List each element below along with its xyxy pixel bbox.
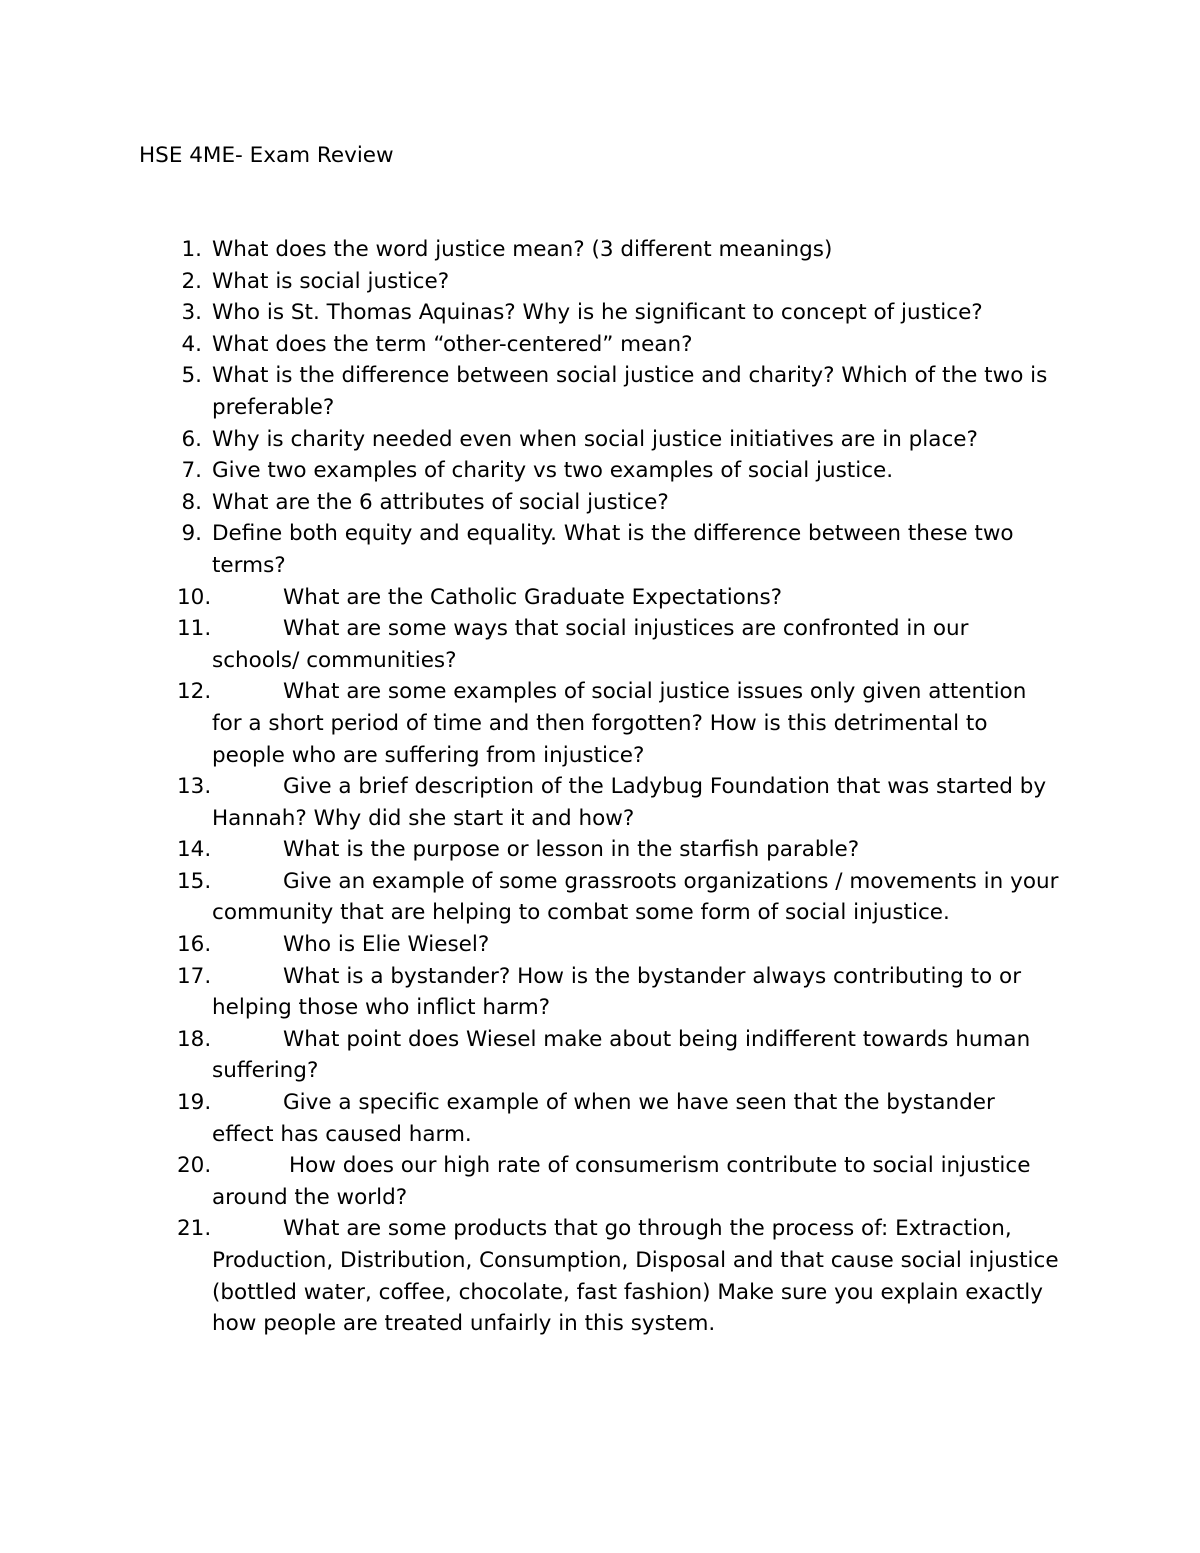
question-text: What does the word justice mean? (3 different meanings)	[212, 237, 833, 262]
question-item	[0, 613, 1200, 676]
question-text: What is a bystander? How is the bystander always contributing to or helping those who inflict harm?	[212, 963, 1022, 1021]
document-title: HSE 4ME- Exam Review	[139, 143, 394, 168]
question-number: 14.	[177, 837, 212, 863]
question-item	[0, 1213, 1200, 1339]
question-item	[0, 1087, 1200, 1150]
question-item	[0, 1150, 1200, 1213]
question-item	[0, 487, 1200, 519]
question-text: Who is Elie Wiesel?	[283, 932, 490, 958]
question-text: What are some examples of social justice issues only given attention for a short period of time and then forgotten? How is this detrimental to people who are suffering from injustice?	[212, 679, 1027, 768]
question-item	[0, 329, 1200, 361]
question-text: Who is St. Thomas Aquinas? Why is he significant to concept of justice?	[212, 300, 983, 326]
question-number: 15.	[177, 868, 212, 894]
question-number: 13.	[177, 774, 212, 800]
question-item	[0, 266, 1200, 298]
question-number: 6.	[181, 426, 202, 452]
question-number: 12.	[177, 679, 212, 705]
question-number: 9.	[181, 521, 202, 547]
question-number: 17.	[177, 963, 212, 989]
question-number: 7.	[181, 458, 202, 484]
question-item	[0, 297, 1200, 329]
question-item	[0, 455, 1200, 487]
question-item	[0, 961, 1200, 1024]
question-number: 2.	[181, 268, 202, 294]
question-text: What are the Catholic Graduate Expectations?	[283, 584, 783, 610]
question-item	[0, 834, 1200, 866]
question-text: Why is charity needed even when social justice initiatives are in place?	[212, 426, 978, 452]
question-text: What are some ways that social injustices are confronted in our schools/ communities?	[212, 616, 969, 673]
question-text: What is the difference between social justice and charity? Which of the two is preferable?	[212, 363, 1048, 420]
question-number: 11.	[177, 616, 212, 642]
question-text: What is the purpose or lesson in the starfish parable?	[283, 837, 860, 863]
question-item	[0, 1024, 1200, 1087]
question-text: Give an example of some grassroots organizations / movements in your community that are helping to combat some form of social injustice.	[212, 868, 1059, 926]
question-list	[0, 234, 1200, 1340]
question-item	[0, 360, 1200, 423]
question-number: 4.	[181, 331, 202, 357]
question-item	[0, 771, 1200, 834]
question-number: 10.	[177, 584, 212, 610]
question-number: 8.	[181, 489, 202, 515]
question-text: Define both equity and equality. What is the difference between these two terms?	[212, 521, 1014, 578]
question-item	[0, 518, 1200, 581]
question-text: Give two examples of charity vs two examples of social justice.	[212, 458, 894, 484]
question-number: 3.	[181, 300, 202, 326]
question-number: 5.	[181, 363, 202, 389]
question-item	[0, 866, 1200, 929]
question-text: What point does Wiesel make about being indifferent towards human suffering?	[212, 1026, 1031, 1084]
question-number: 1.	[181, 237, 202, 262]
question-text: What are some products that go through the process of: Extraction, Production, Distribution, Consumption, Disposal and that cause social injustice (bottled water, coffee, chocolate, fast fashion) Make sure you explain exactly how people are treated unfairly in this system.	[212, 1216, 1059, 1337]
question-number: 18.	[177, 1026, 212, 1052]
question-text: How does our high rate of consumerism contribute to social injustice around the world?	[212, 1153, 1031, 1210]
question-text: Give a specific example of when we have seen that the bystander effect has caused harm.	[212, 1090, 995, 1147]
question-number: 16.	[177, 932, 212, 958]
question-text: Give a brief description of the Ladybug Foundation that was started by Hannah? Why did she start it and how?	[212, 774, 1047, 831]
question-item	[0, 929, 1200, 961]
question-text: What is social justice?	[212, 268, 450, 294]
question-item	[0, 676, 1200, 771]
question-text: What does the term “other-centered” mean?	[212, 331, 693, 357]
question-number: 19.	[177, 1090, 212, 1116]
question-item	[0, 234, 1200, 266]
question-number: 20.	[177, 1153, 212, 1179]
question-number: 21.	[177, 1216, 212, 1242]
question-item	[0, 582, 1200, 614]
question-text: What are the 6 attributes of social justice?	[212, 489, 669, 515]
question-item	[0, 424, 1200, 456]
